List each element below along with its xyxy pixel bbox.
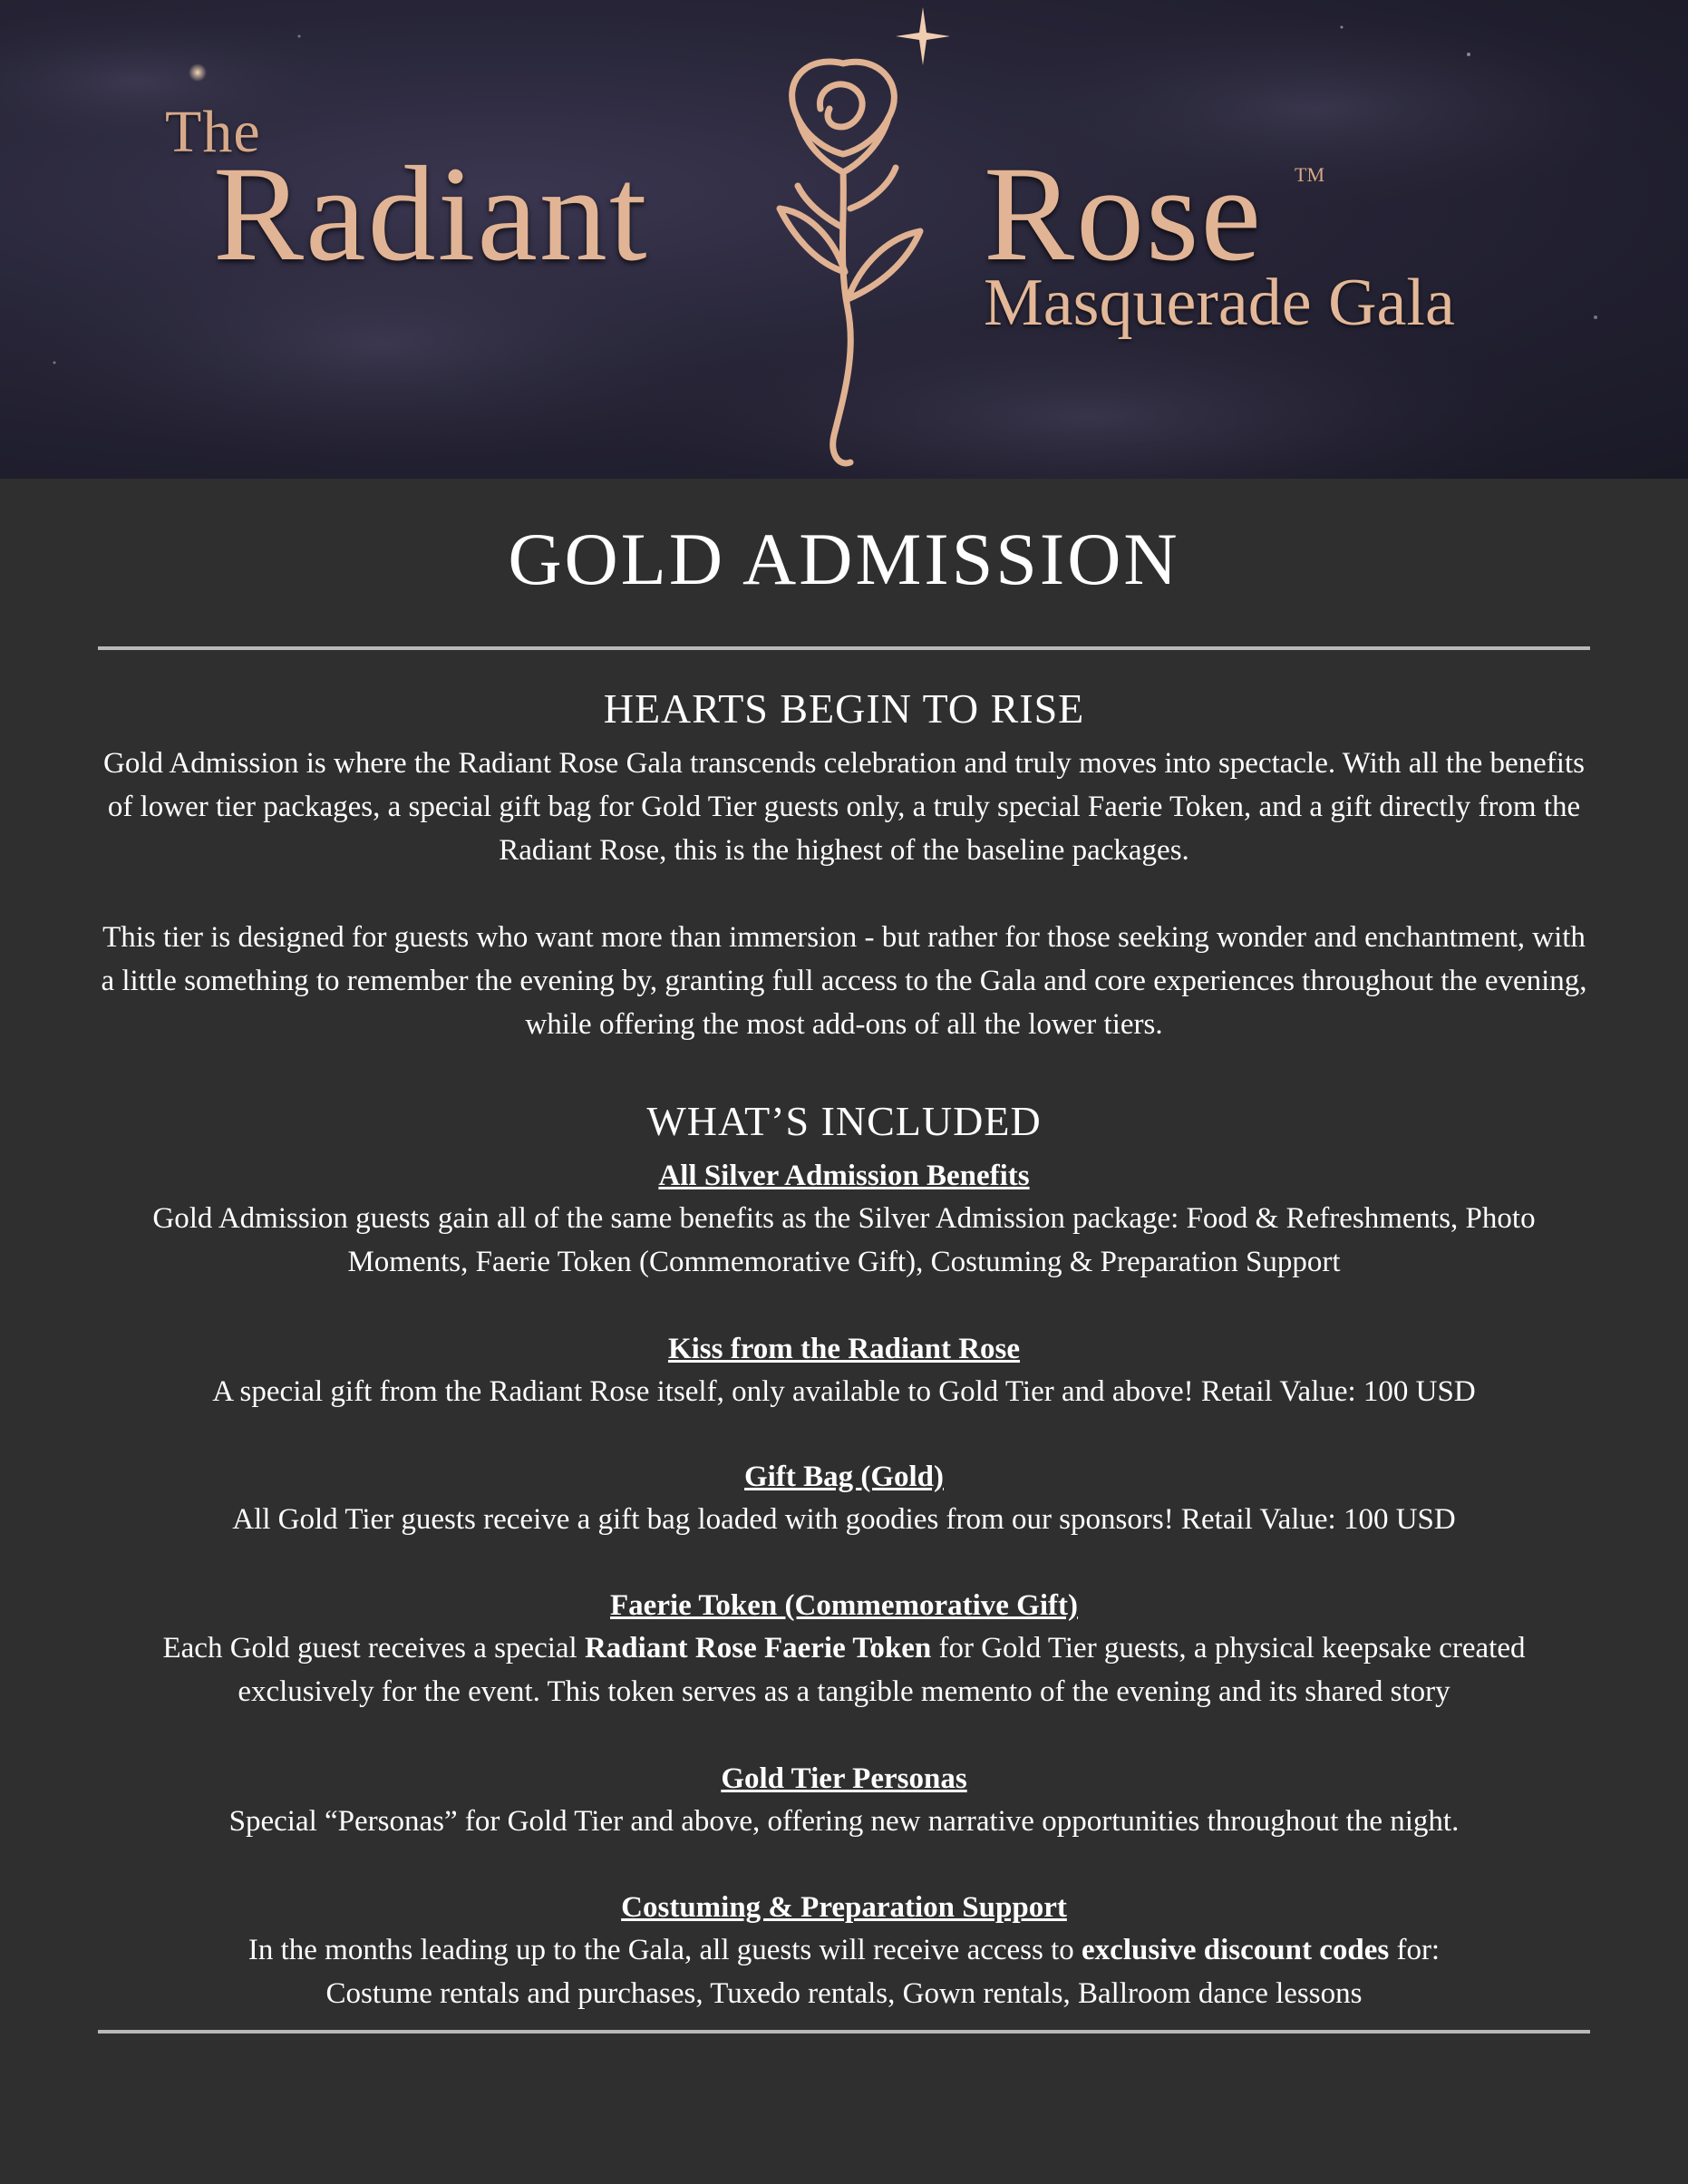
faerie-token-text-after: for Gold Tier guests, a physical keepsake created exclusively for the event. This token serves as a tangible memento of the evening and its shared story <box>238 1632 1526 1708</box>
item-text-faerie-token <box>100 1626 1588 1713</box>
item-text-gift-bag: All Gold Tier guests receive a gift bag loaded with goodies from our sponsors! Retail Value: 100 USD <box>232 1503 1456 1536</box>
item-title-faerie-token: Faerie Token (Commemorative Gift) <box>610 1589 1078 1622</box>
logo-subtitle: Masquerade Gala <box>984 266 1455 340</box>
item-title-costuming: Costuming & Preparation Support <box>621 1891 1067 1924</box>
bottom-divider <box>98 2030 1590 2034</box>
star-icon <box>189 63 207 82</box>
faerie-token-text-before: Each Gold guest receives a special <box>162 1632 585 1665</box>
costuming-text-before: In the months leading up to the Gala, all guests will receive access to <box>247 1934 1082 1966</box>
item-title-silver-benefits: All Silver Admission Benefits <box>658 1160 1030 1192</box>
item-text-silver-benefits: Gold Admission guests gain all of the same benefits as the Silver Admission package: Food & Refreshments, Photo Moments, Faerie Token (Commemorative Gift), Costuming & Preparation Support <box>152 1202 1536 1278</box>
costuming-text-after: for: <box>1389 1934 1441 1966</box>
logo-trademark: TM <box>1295 163 1324 186</box>
faerie-token-text-bold: Radiant Rose Faerie Token <box>584 1632 932 1665</box>
page-title: GOLD ADMISSION <box>508 518 1180 600</box>
intro-paragraph-2: This tier is designed for guests who want more than immersion - but rather for those seeking wonder and enchantment, with a little something to remember the evening by, granting full access to the Gala and core experiences throughout the evening, while offering the most add-ons of all the lower tiers. <box>101 921 1587 1041</box>
intro-heading: HEARTS BEGIN TO RISE <box>603 685 1085 732</box>
item-text-kiss: A special gift from the Radiant Rose itself, only available to Gold Tier and above! Retail Value: 100 USD <box>212 1375 1476 1408</box>
logo-rose: Rose <box>984 139 1263 289</box>
included-heading: WHAT’S INCLUDED <box>646 1098 1042 1144</box>
logo-radiant: Radiant <box>213 139 649 289</box>
header-banner <box>0 0 1688 479</box>
top-divider <box>98 646 1590 650</box>
item-title-personas: Gold Tier Personas <box>721 1762 967 1795</box>
costuming-text-line2: Costume rentals and purchases, Tuxedo rentals, Gown rentals, Ballroom dance lessons <box>325 1977 1363 2010</box>
costuming-text-bold: exclusive discount codes <box>1082 1934 1390 1966</box>
rose-icon <box>743 0 943 479</box>
item-text-costuming <box>100 1928 1588 2015</box>
intro-paragraph-1: Gold Admission is where the Radiant Rose Gala transcends celebration and truly moves into spectacle. With all the benefits of lower tier packages, a special gift bag for Gold Tier guests only, a truly special Faerie Token, and a gift directly from the Radiant Rose, this is the highest of the baseline packages. <box>103 747 1585 867</box>
item-title-gift-bag: Gift Bag (Gold) <box>744 1461 944 1493</box>
logo-the: The <box>165 99 261 165</box>
item-title-kiss: Kiss from the Radiant Rose <box>667 1333 1021 1365</box>
item-text-personas: Special “Personas” for Gold Tier and above, offering new narrative opportunities throughout the night. <box>228 1805 1460 1838</box>
